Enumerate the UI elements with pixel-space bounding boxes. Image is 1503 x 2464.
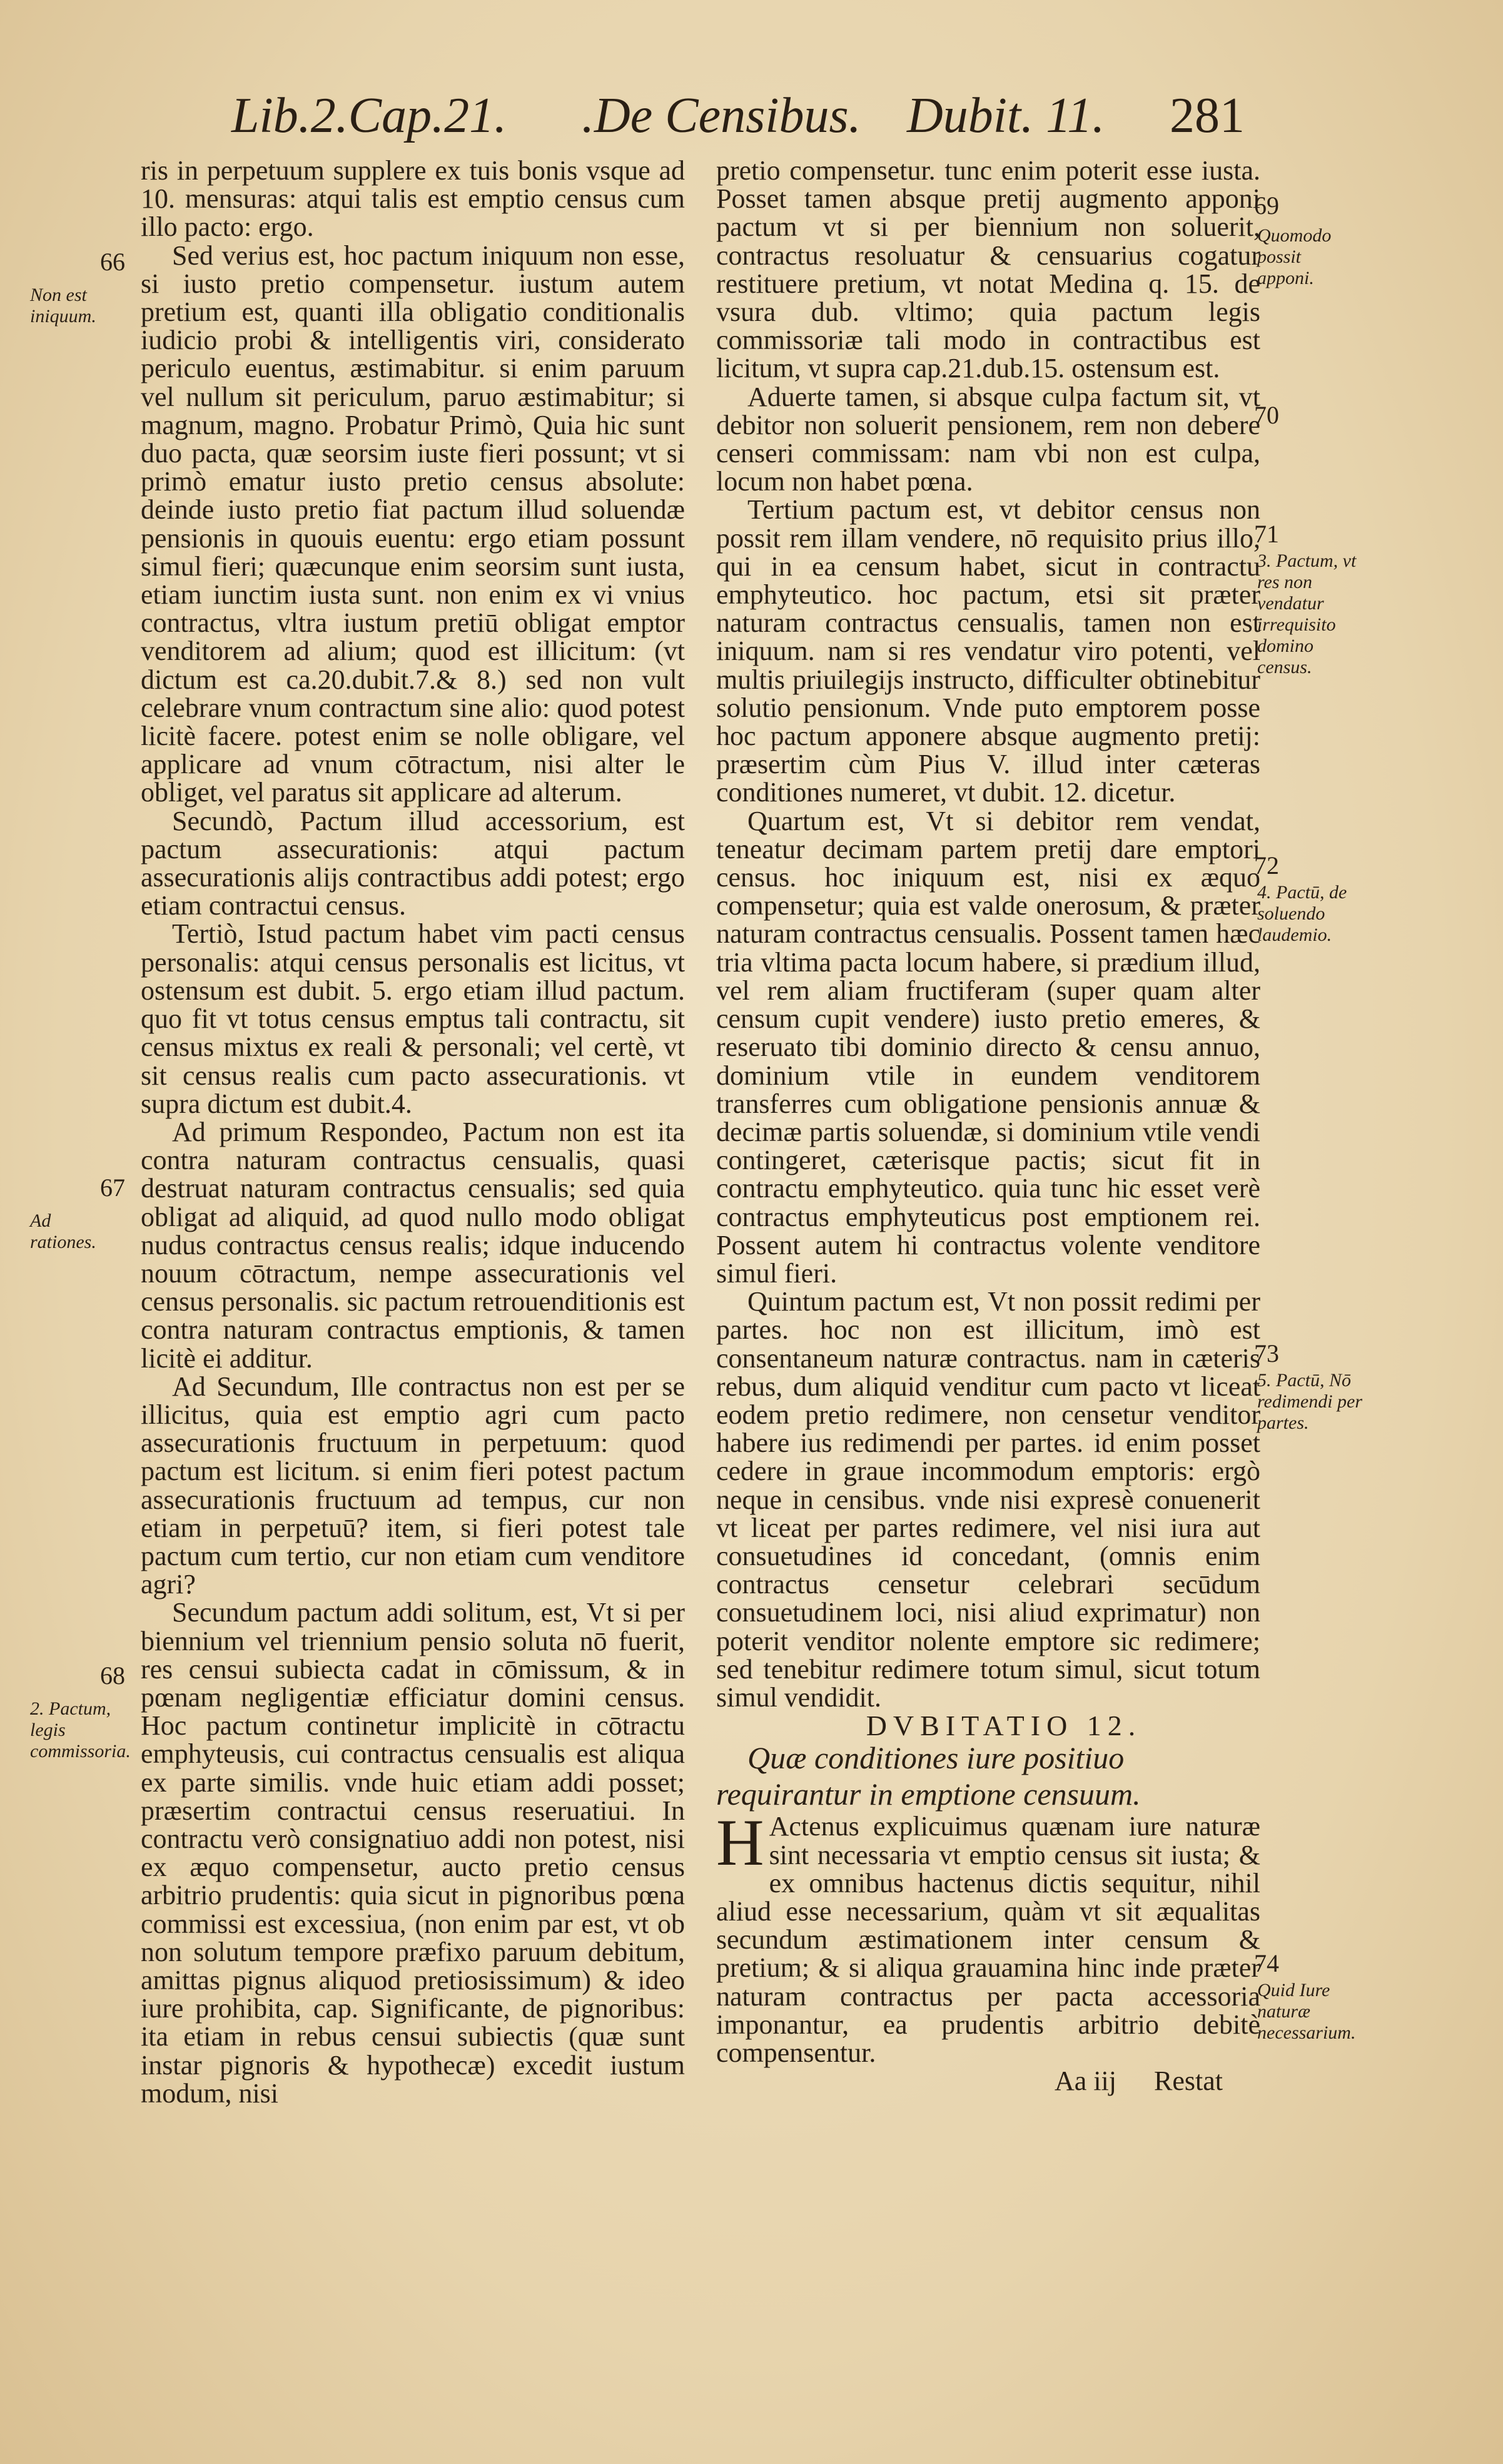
header-dubitatio: Dubit. 11. [907, 88, 1105, 143]
margin-number: 71 [1254, 520, 1279, 548]
paragraph: Aduerte tamen, si absque culpa factum sit, vt debitor non soluerit pensionem, rem non debere censeri commissam: nam vbi non est culpa, locum non habet pœna. [716, 381, 1260, 497]
paragraph: Tertium pactum est, vt debitor census non possit rem illam vendere, nō requisito prius illo, qui in ea censum habet, sicut in contractu emphyteutico. hoc pactum, etsi sit præter naturam contractus censualis, tamen non est iniquum. nam si res vendatur viro potenti, vel multis priuilegijs instructo, difficulter obtinebitur solutio pensionum. Vnde puto emptorem posse hoc pactum apponere absque augmento pretij: præsertim cùm Pius V. illud inter cæteras conditiones numeret, vt dubit. 12. dicetur. [716, 494, 1260, 808]
paragraph: Ad Secundum, Ille contractus non est per se illicitus, quia est emptio agri cum pacto assecurationis fructuum in perpetuum: quod pactum est licitum. si enim fieri potest pactum assecurationis fructuum ad tempus, cur non etiam in perpetuū? item, si fieri potest tale pactum cum tertio, cur non etiam cum venditore agri? [141, 1371, 685, 1600]
margin-note: Quomodo possit apponi. [1257, 225, 1332, 288]
margin-note: 3. Pactum, vt res non vendatur irrequisito domino census. [1257, 550, 1357, 677]
paragraph: Secundum pactum addi solitum, est, Vt si per biennium vel triennium pensio soluta nō fuerit, res censui subiecta cadat in cōmissum, & in pœnam negligentiæ efficiatur domini census. Hoc pactum continetur implicitè in cōtractu emphyteusis, cui contractus censualis est aliqua ex parte similis. vnde huic etiam addi posset; præsertim contractui census reseruatiui. In contractu verò consignatiuo addi non potest, nisi ex æquo compensetur, aucto pretio census arbitrio prudentis: quia sicut in pignoribus pœna commissi est excessiua, (non enim par est, vt ob non solutum tempore præfixo paruum debitum, amittas pignus aliquod pretiosissimum) & ideo iure prohibita, cap. Significante, de pignoribus: ita etiam in rebus censui subiectis (quæ sunt instar pignoris & hypothecæ) excedit iustum modum, nisi [141, 1597, 685, 2109]
catchword: Restat [1154, 2066, 1223, 2097]
running-header [231, 81, 1263, 150]
margin-number: 67 [100, 1174, 125, 1202]
left-column [141, 156, 685, 2107]
paragraph: pretio compensetur. tunc enim poterit esse iusta. Posset tamen absque pretij augmento apponi pactum vt si per biennium non soluerit, contractus resoluatur & censuarius cogatur restituere pretium, vt notat Medina q. 15. de vsura dub. vltimo; quia pactum legis commissoriæ tali modo in contractibus est licitum, vt supra cap.21.dub.15. ostensum est. [716, 155, 1260, 384]
section-heading: DVBITATIO 12. [866, 1710, 1142, 1742]
margin-number: 69 [1254, 191, 1279, 220]
header-topic: .De Censibus. [582, 88, 861, 143]
margin-number: 66 [100, 248, 125, 276]
paragraph: Quintum pactum est, Vt non possit redimi per partes. hoc non est illicitum, imò est consentaneum naturæ contractus. nam in cæteris rebus, dum aliquid venditur cum pacto vt liceat eodem pretio redimere, non censetur venditor habere ius redimendi per partes. id enim posset cedere in graue incommodum emptoris: ergò neque in censibus. vnde nisi expresè conuenerit vt liceat per partes redimere, vel nisi iura aut consuetudines id concedant, (omnis enim contractus censetur celebrari secūdum consuetudinem loci, nisi aliud exprimatur) non poterit venditor nolente emptore sic redimere; sed tenebitur redimere totum simul, sicut totum simul vendidit. [716, 1286, 1260, 1713]
paragraph-text: Actenus explicuimus quænam iure naturæ sint necessaria vt emptio census sit iusta; & ex omnibus hactenus dictis sequitur, nihil aliud esse necessarium, quàm vt sit æqualitas secundum æstimationem inter censum & pretium; & si aliqua grauamina hinc inde præter naturam contractus per pacta accessoria imponantur, ea prudentis arbitrio debitè compensentur. [716, 1811, 1260, 2068]
footer-line [716, 2067, 1260, 2095]
right-column [716, 156, 1260, 2095]
margin-note: Non est iniquum. [30, 285, 96, 327]
drop-cap: H [716, 1806, 764, 1880]
section-title: Quæ conditiones iure positiuo requirantur in emptione censuum. [716, 1740, 1141, 1812]
paragraph: Ad primum Respondeo, Pactum non est ita contra naturam contractus censualis, quasi destruat naturam contractus censualis; sed quia obligat ad aliquid, ad quod nullo modo obligat nudus contractus census realis; idque inducendo nouum cōtractum, nempe assecurationis vel census personalis. sic pactum retrouenditionis est contra naturam contractus emptionis, & tamen licitè ei additur. [141, 1116, 685, 1374]
margin-note: 2. Pactum, legis commissoria. [30, 1698, 131, 1762]
margin-number: 72 [1254, 851, 1279, 880]
margin-note: Quid Iure naturæ necessarium. [1257, 1980, 1356, 2043]
margin-note: 5. Pactū, Nō redimendi per partes. [1257, 1370, 1363, 1433]
page-number: 281 [1170, 88, 1245, 143]
section-first-paragraph [716, 1806, 1260, 2068]
margin-number: 73 [1254, 1339, 1279, 1367]
paragraph: Sed verius est, hoc pactum iniquum non esse, si iusto pretio compensetur. iustum autem pretium est, quanti illa obligatio conditionalis iudicio probi & intelligentis viri, considerato periculo euentus, æstimabitur. si enim paruum vel nullum sit periculum, paruo æstimabitur; si magnum, magno. Probatur Primò, Quia hic sunt duo pacta, quæ seorsim iuste fieri possunt; vt si primò ematur iusto pretio census absolute: deinde iusto pretio fiat pactum illud soluendæ pensionis in quouis euentu: ergo etiam possunt simul fieri; quæcunque enim seorsim sunt iusta, etiam iunctim iusta sunt. non enim ex vi vnius contractus, vltra iustum pretiū obligat emptor venditorem ad alium; quod est illicitum: (vt dictum est ca.20.dubit.7.& 8.) sed non vult celebrare vnum contractum sine alio: quod potest licitè facere. potest enim se nolle obligare, vel applicare ad vnum cōtractum, nisi alter le obliget, vel paratus sit applicare ad alterum. [141, 240, 685, 808]
paragraph: Quartum est, Vt si debitor rem vendat, teneatur decimam partem pretij dare emptori census. hoc iniquum est, nisi ex æquo compensetur; quia est valde onerosum, & præter naturam contractus censualis. Possent tamen hæc tria vltima pacta locum habere, si prædium illud, vel rem aliam fructiferam (super quam alter censum cupit vendere) iusto pretio emeres, & reseruato tibi dominio directo & censu annuo, dominium vtile in eundem venditorem transferres cum obligatione pensionis annuæ & decimæ partis soluendæ, si dominium vtile vendi contingeret, cæterisque pactis; sicut fit in contractu emphyteutico. quia tunc hic esset verè contractus emphyteuticus post emptionem rei. Possent autem hi contractus volente venditore simul fieri. [716, 805, 1260, 1289]
signature-mark: Aa iij [1055, 2066, 1117, 2097]
margin-note: Ad rationes. [30, 1210, 96, 1252]
paragraph: Tertiò, Istud pactum habet vim pacti census personalis: atqui census personalis est licitus, vt ostensum est dubit. 5. ergo etiam illud pactum. quo fit vt totus census emptus tali contractu, sit census mixtus ex reali & personali; vel certè, vt sit census realis cum pacto assecurationis. vt supra dictum est dubit.4. [141, 918, 685, 1119]
paragraph: Secundò, Pactum illud accessorium, est pactum assecurationis: atqui pactum assecurationis alijs contractibus addi potest; ergo etiam contractui census. [141, 805, 685, 921]
margin-number: 74 [1254, 1949, 1279, 1977]
header-book-chapter: Lib.2.Cap.21. [231, 88, 507, 143]
margin-note: 4. Pactū, de soluendo laudemio. [1257, 882, 1347, 945]
margin-number: 68 [100, 1661, 125, 1690]
margin-number: 70 [1254, 401, 1279, 429]
paragraph: ris in perpetuum supplere ex tuis bonis vsque ad 10. mensuras: atqui talis est emptio census cum illo pacto: ergo. [141, 155, 685, 243]
